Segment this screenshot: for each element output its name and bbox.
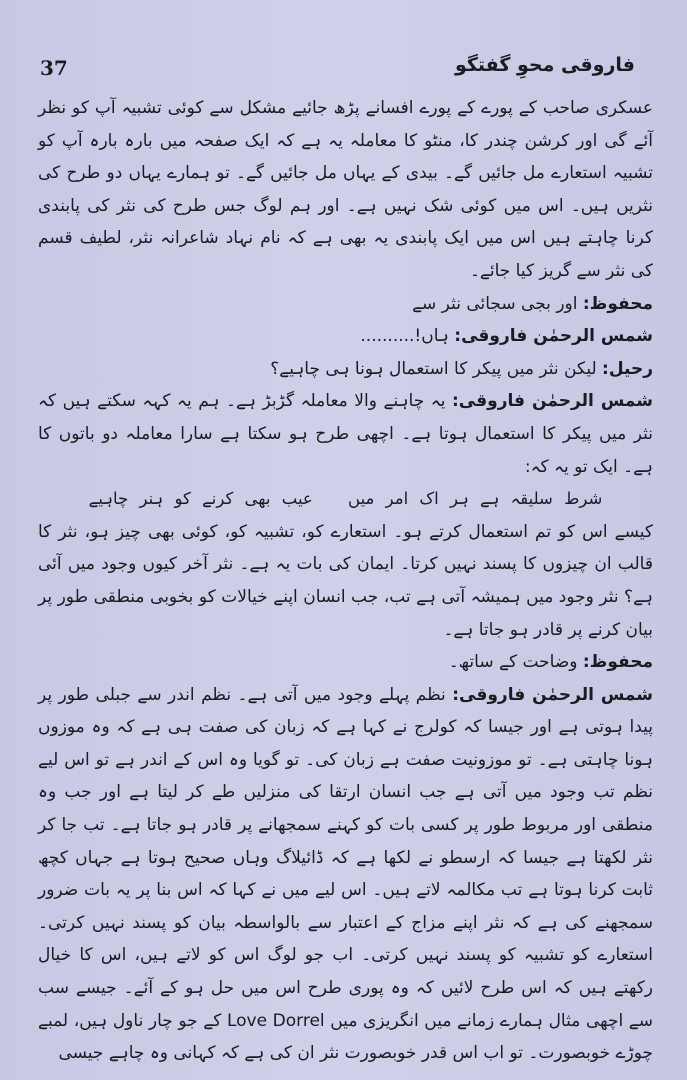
page-header <box>40 52 635 86</box>
paragraph <box>38 353 653 386</box>
speaker-name: محفوظ: <box>582 293 653 314</box>
speaker-name: محفوظ: <box>582 652 653 673</box>
paragraph-text: ہاں!.......... <box>360 326 449 347</box>
paragraph <box>38 646 653 679</box>
paragraph-text: یہ چاہنے والا معاملہ گڑبڑ ہے۔ ہم یہ کہہ سکتے ہیں کہ نثر میں پیکر کا استعمال ہوتا ہے۔ اچھی طرح ہو سکتا ہے سارا معاملہ دو باتوں کا ہے۔ ایک تو یہ کہ: <box>38 391 653 477</box>
paragraph-text: وضاحت کے ساتھ۔ <box>448 652 578 673</box>
paragraph <box>38 679 653 1070</box>
paragraph <box>38 320 653 353</box>
page-body <box>38 92 653 1070</box>
verse-couplet <box>38 483 653 516</box>
paragraph-text: عسکری صاحب کے پورے کے پورے افسانے پڑھ جائیے مشکل سے کوئی تشبیہ آپ کو نظر آئے گی اور کرشن چندر کا، منٹو کا معاملہ یہ ہے کہ ایک صفحہ میں بارہ بارہ آپ کو تشبیہ استعارے مل جائیں گے۔ بیدی کے یہاں مل جائیں گے۔ تو ہمارے یہاں دو طرح کی نثریں ہیں۔ اس میں کوئی شک نہیں ہے۔ اور ہم لوگ جس طرح کی نثر کی پابندی کرنا چاہتے ہیں اس میں ایک پابندی یہ بھی ہے کہ نام نہاد شاعرانہ نثر، لطیف قسم کی نثر سے گریز کیا جائے۔ <box>38 98 653 281</box>
speaker-name: رحیل: <box>602 358 653 379</box>
verse-first-hemistich: شرط سلیقہ ہے ہر اک امر میں <box>348 489 603 509</box>
paragraph <box>38 385 653 483</box>
paragraph-text: لیکن نثر میں پیکر کا استعمال ہونا ہی چاہیے؟ <box>270 358 597 379</box>
speaker-name: شمس الرحمٰن فاروقی: <box>452 684 654 705</box>
page-number: 37 <box>40 56 68 80</box>
speaker-name: شمس الرحمٰن فاروقی: <box>452 391 653 412</box>
speaker-name: شمس الرحمٰن فاروقی: <box>454 326 653 347</box>
verse-second-hemistich: عیب بھی کرنے کو ہنر چاہیے <box>88 489 313 509</box>
paragraph <box>38 288 653 321</box>
paragraph-text: کیسے اس کو تم استعمال کرتے ہو۔ استعارے کو، تشبیہ کو، کوئی بھی چیز ہو، نثر کا قالب ان چیزوں کا پسند نہیں کرتا۔ ایمان کی بات یہ ہے۔ نثر آخر کیوں وجود میں آئی ہے؟ نثر وجود میں ہمیشہ آتی ہے تب، جب انسان اپنے خیالات کو بخوبی منطقی طور پر بیان کرنے پر قادر ہو جاتا ہے۔ <box>38 521 653 640</box>
running-title: فاروقی محوِ گفتگو <box>454 54 635 76</box>
paragraph-text: اور بجی سجائی نثر سے <box>412 293 578 314</box>
paragraph-text: نظم پہلے وجود میں آتی ہے۔ نظم اندر سے جبلی طور پر پیدا ہوتی ہے اور جیسا کہ کولرج نے کہا ہے کہ زبان کی صفت ہی ہے کہ وہ موزوں ہونا چاہتی ہے۔ تو موزونیت صفت ہے زبان کی۔ تو گویا وہ اس کے اندر ہے تو اس لیے نظم تب وجود میں آتی ہے جب انسان ارتقا کی منزلیں طے کر لیتا ہے اور جب وہ منطقی اور مربوط طور پر کسی بات کو کہنے سمجھانے پر قادر ہو جاتا ہے۔ تب جا کر نثر لکھتا ہے جیسا کہ ارسطو نے لکھا ہے کہ ڈائیلاگ وہاں صحیح ہوتا ہے جہاں کچھ ثابت کرنا ہوتا ہے تب مکالمہ لاتے ہیں۔ اس لیے میں نے کہا کہ اس بنا پر یہ بات ضرور سمجھنے کی ہے کہ نثر اپنے مزاج کے اعتبار سے بالواسطہ بیان کو پسند نہیں کرتی۔ استعارے کو تشبیہ کو پسند نہیں کرتی۔ اب جو لوگ اس کو لاتے ہیں، اس کا خیال رکھتے ہیں کہ اس طرح لائیں کہ وہ پوری طرح اس میں حل ہو کے آئے۔ جیسے سب سے اچھی مثال ہمارے زمانے میں انگریزی میں Love Dorrel کے جو چار ناول ہیں، لمبے چوڑے خوبصورت۔ تو اب اس قدر خوبصورت نثر ان کی ہے کہ کہانی وہ چاہے جیسی <box>38 684 653 1064</box>
paragraph <box>38 92 653 288</box>
paragraph <box>38 516 653 646</box>
